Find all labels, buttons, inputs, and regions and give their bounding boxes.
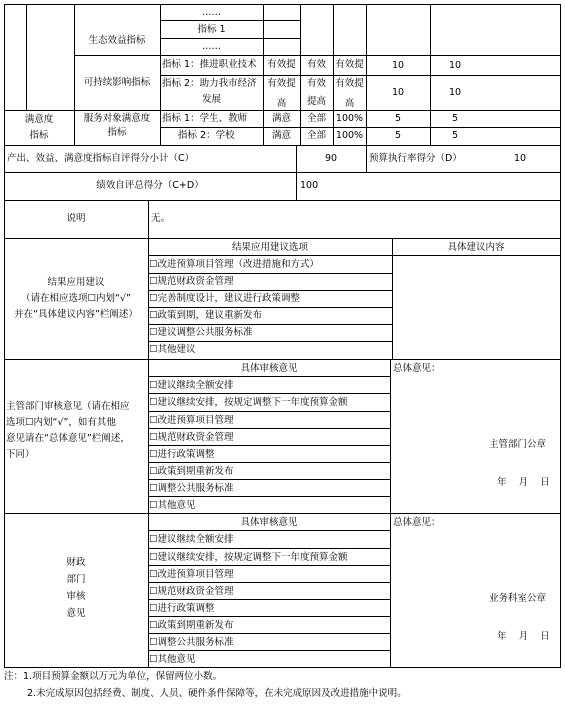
- exec-rate-label: 预算执行率得分（D）: [369, 153, 462, 164]
- result-title: 结果应用建议: [47, 277, 105, 288]
- dept-option-8[interactable]: ☐其他意见: [149, 500, 196, 511]
- satis-row1-v2: 全部: [306, 113, 326, 124]
- dept-title-3: 意见请在“总体意见”栏阐述，: [6, 433, 130, 444]
- eco-label: 生态效益指标: [88, 35, 146, 46]
- subtotal-label: 产出、效益、满意度指标自评得分小计（C）: [7, 153, 195, 164]
- footnote-2: 2.未完成原因包括经费、制度、人员、硬件条件保障等，在未完成原因及改进措施中说明。: [27, 688, 407, 699]
- sustain-row2-v2a: 有效: [306, 78, 326, 89]
- sustain-row2-v2b: 提高: [306, 96, 326, 107]
- fin-title-1: 财政: [66, 557, 86, 568]
- satis-row2-name: 指标 2：学校: [178, 130, 235, 141]
- sustain-row2-v3b: 高: [344, 98, 355, 109]
- satis-label-2: 指标: [107, 127, 127, 138]
- satis-row1-name: 指标 1：学生、教师: [162, 113, 248, 124]
- dept-seal: 主管部门公章: [489, 439, 547, 450]
- fin-title-3: 审核: [66, 591, 86, 602]
- fin-title-2: 部门: [66, 574, 86, 585]
- result-col-options: 结果应用建议选项: [231, 242, 308, 253]
- satis-category: 满意度: [24, 114, 54, 125]
- note-label: 说明: [66, 213, 86, 224]
- note-value: 无。: [151, 213, 171, 224]
- fin-seal: 业务科室公章: [489, 593, 547, 604]
- sustain-row1-weight: 10: [391, 60, 405, 71]
- sustain-row1-score: 10: [448, 60, 462, 71]
- eco-row1: ……: [202, 7, 221, 18]
- dept-col-options: 具体审核意见: [240, 363, 298, 374]
- result-title-3: 并在“具体建议内容”栏阐述）: [14, 309, 138, 320]
- sustain-row1-name: 指标 1：推进职业技术: [162, 59, 257, 70]
- sustain-row1-v2: 有效: [306, 59, 326, 70]
- satis-label: 服务对象满意度: [83, 113, 151, 124]
- sustain-row2-name: 指标 2：助力我市经济: [162, 78, 257, 89]
- result-option-5[interactable]: ☐建议调整公共服务标准: [149, 327, 253, 338]
- result-title-2: （请在相应选项☐内划“√”: [21, 293, 131, 304]
- footnote-1: 注：1.项目预算金额以万元为单位，保留两位小数。: [4, 671, 223, 682]
- dept-option-4[interactable]: ☐规范财政资金管理: [149, 432, 234, 443]
- sustain-row2-v1b: 高: [276, 98, 287, 109]
- fin-title-4: 意见: [66, 608, 86, 619]
- satis-row1-score: 5: [451, 113, 459, 124]
- result-option-1[interactable]: ☐改进预算项目管理（改进措施和方式）: [149, 259, 320, 270]
- dept-option-2[interactable]: ☐建议继续安排，按规定调整下一年度预算金额: [149, 397, 348, 408]
- result-col-content: 具体建议内容: [447, 242, 505, 253]
- satis-row1-v3: 100%: [335, 113, 364, 124]
- sustain-row2-name2: 发展: [201, 94, 221, 105]
- subtotal-value: 90: [324, 153, 338, 164]
- fin-overall-label: 总体意见：: [393, 517, 441, 528]
- fin-option-6[interactable]: ☐政策到期重新发布: [149, 620, 234, 631]
- sustain-row2-score: 10: [448, 87, 462, 98]
- satis-row2-v1: 满意: [271, 130, 291, 141]
- dept-option-6[interactable]: ☐政策到期重新发布: [149, 466, 234, 477]
- satis-category-2: 指标: [29, 130, 49, 141]
- total-value: 100: [300, 180, 319, 191]
- satis-row2-v3: 100%: [335, 130, 364, 141]
- result-option-4[interactable]: ☐政策到期，建议重新发布: [149, 310, 263, 321]
- fin-option-2[interactable]: ☐建议继续安排，按规定调整下一年度预算金额: [149, 552, 348, 563]
- fin-option-5[interactable]: ☐进行政策调整: [149, 603, 215, 614]
- eco-row2: 指标 1: [197, 24, 226, 35]
- satis-row1-v1: 满意: [271, 113, 291, 124]
- fin-date: 年 月 日: [497, 631, 550, 642]
- sustain-row1-v3: 有效提: [335, 59, 364, 70]
- sustain-row2-weight: 10: [391, 87, 405, 98]
- sustain-row2-v3a: 有效提: [335, 78, 364, 89]
- fin-option-7[interactable]: ☐调整公共服务标准: [149, 637, 234, 648]
- fin-option-3[interactable]: ☐改进预算项目管理: [149, 569, 234, 580]
- exec-rate-value: 10: [513, 153, 527, 164]
- dept-date: 年 月 日: [497, 477, 550, 488]
- total-label: 绩效自评总得分（C+D）: [96, 180, 204, 191]
- dept-option-3[interactable]: ☐改进预算项目管理: [149, 415, 234, 426]
- dept-title: 主管部门审核意见（请在相应: [6, 401, 130, 412]
- sustain-label: 可持续影响指标: [83, 77, 151, 88]
- dept-title-2: 选项☐内划“√”，如有其他: [6, 417, 116, 428]
- satis-row1-weight: 5: [394, 113, 402, 124]
- dept-option-5[interactable]: ☐进行政策调整: [149, 449, 215, 460]
- dept-option-1[interactable]: ☐建议继续全额安排: [149, 380, 234, 391]
- satis-row2-score: 5: [451, 130, 459, 141]
- fin-col-options: 具体审核意见: [240, 517, 298, 528]
- dept-overall-label: 总体意见：: [393, 363, 441, 374]
- eco-row3: ……: [202, 41, 221, 52]
- satis-row2-v2: 全部: [306, 130, 326, 141]
- satis-row2-weight: 5: [394, 130, 402, 141]
- result-option-3[interactable]: ☐完善制度设计，建议进行政策调整: [149, 293, 301, 304]
- dept-title-4: 下同）: [6, 449, 35, 460]
- fin-option-4[interactable]: ☐规范财政资金管理: [149, 586, 234, 597]
- fin-option-8[interactable]: ☐其他意见: [149, 654, 196, 665]
- fin-option-1[interactable]: ☐建议继续全额安排: [149, 534, 234, 545]
- result-option-2[interactable]: ☐规范财政资金管理: [149, 276, 234, 287]
- dept-option-7[interactable]: ☐调整公共服务标准: [149, 483, 234, 494]
- sustain-row1-v1: 有效提: [267, 59, 296, 70]
- result-option-6[interactable]: ☐其他建议: [149, 344, 196, 355]
- sustain-row2-v1a: 有效提: [267, 78, 296, 89]
